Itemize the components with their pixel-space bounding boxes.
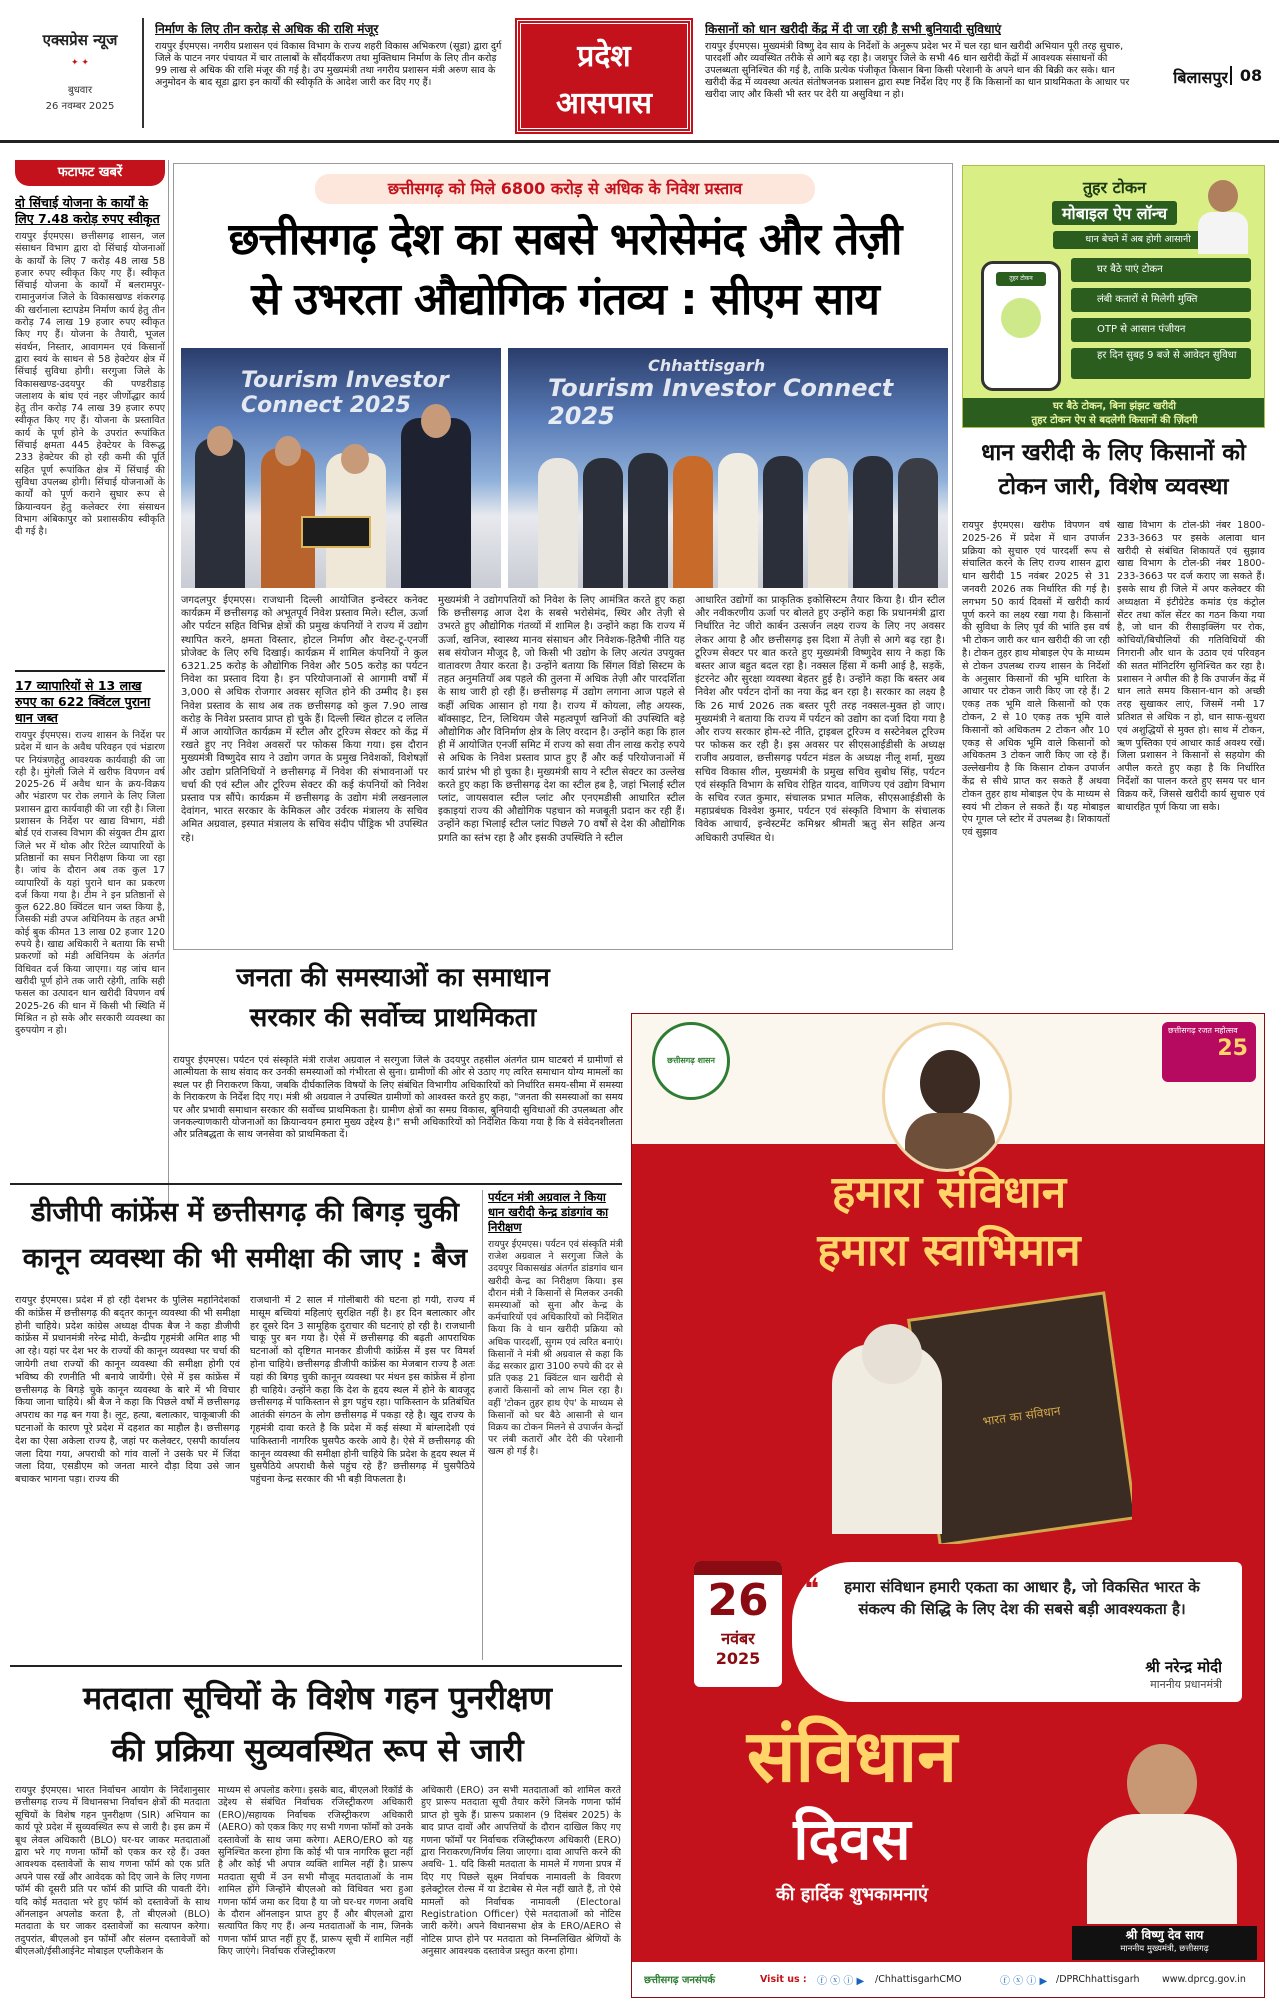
- voter-story-col1: रायपुर ईएमएस। भारत निर्वाचन आयोग के निर्देशानुसार छत्तीसगढ़ राज्य में विधानसभा निर्वाचन क्षेत्रों की मतदाता सूचियों के विशेष गहन पुनरीक्षण (SIR) अभियान का कार्य पूरे प्रदेश में सुव्यवस्थित रूप से जारी है। इस क्रम में बूथ लेवल अधिकारी (BLO) घर-घर जाकर मतदाताओं द्वारा भरे गए गणना फॉर्मों को एकत्र कर रहे हैं। उक्त आवश्यक दस्तावेजों के साथ गणना फॉर्म को एक प्रति अपने पास रखें और आवेदक को दिए जाने के लिए गणना फॉर्म की दूसरी प्रति पर फॉर्म की प्राप्ति की पावती देंगे। यदि कोई मतदाता भरे हुए फॉर्म को दस्तावेजों के साथ ऑनलाइन अपलोड करता है, तो बीएलओ (BLO) मतदाता के घर जाकर दस्तावेजों का सत्यापन करेगा। तदुपरांत, बीएलओ इन फॉर्मों और संलग्न दस्तावेजों को बीएलओ/ईसीआईनेट मोबाइल एप्लीकेशन के: [15, 1785, 210, 1958]
- voter-story-col3: अधिकारी (ERO) उन सभी मतदाताओं को शामिल करते हुए प्रारूप मतदाता सूची तैयार करेंगे जिनके गणना फॉर्म प्राप्त हो चुके हैं। प्रारूप प्रकाशन (9 दिसंबर 2025) के बाद प्राप्त दावों और आपत्तियों के दौरान दाखिल किए गए गणना फॉर्मों पर निर्वाचक रजिस्ट्रीकरण अधिकारी (ERO) द्वारा निराकरण/निर्णय लिया जाएगा। दावा आपत्ति करने की अवधि- 1. यदि किसी मतदाता के मामले में गणना प्रपत्र में दिए गए पिछले सूक्ष्म निर्वाचक नामावली के विवरण इलेक्ट्रोरल रोल्स में या डेटाबेस से मेल नहीं खाते हैं, तो ऐसे मामलों को निर्वाचक नामावली (Electoral Registration Officer) ऐसे मतदाताओं को नोटिस जारी करेंगे। अपने विधानसभा क्षेत्र के ERO/AERO से नोटिस प्राप्त होने पर मतदाता को निम्नलिखित श्रेणियों के अनुसार आवश्यक दस्तावेज प्रस्तुत करना होगा।: [421, 1785, 621, 1958]
- ad-headline-line2: हमारा स्वाभिमान: [817, 1225, 1081, 1276]
- janta-story-body: रायपुर ईएमएस। पर्यटन एवं संस्कृति मंत्री राजेश अग्रवाल ने सरगुजा जिले के उदयपुर तहसील अंतर्गत ग्राम घाटबर्रा में ग्रामीणों से आत्मीयता के साथ संवाद कर उनकी समस्याओं को गंभीरता से सुना। ग्रामीणों की ओर से उठाए गए त्वरित समाधान योग्य मामलों का स्थल पर ही निराकरण किया, जबकि दीर्घकालिक विषयों के लिए संबंधित विभागीय अधिकारियों को निर्धारित समय-सीमा में समस्या के निराकरण के निर्देश दिए गए। मंत्री श्री अग्रवाल ने उपस्थित ग्रामीणों को आश्वस्त करते हुए कहा, "जनता की समस्याओं का समय पर और प्रभावी समाधान सरकार की सर्वोच्च प्राथमिकता है। ग्रामीण क्षेत्रों का समग्र विकास, बुनियादी सुविधाओं की उपलब्धता और जनकल्याणकारी योजनाओं का क्रियान्वयन हमारा मुख्य उद्देश्य है।" सभी अधिकारियों को निर्देशित किया गया है कि वे संवेदनशीलता और प्रतिबद्धता के साथ जनसेवा को प्राथमिकता दें।: [173, 1055, 623, 1141]
- tuhar-feature: OTP से आसान पंजीयन: [1071, 318, 1251, 342]
- rajat-badge-text: छत्तीसगढ़ रजत महोत्सव: [1168, 1026, 1238, 1035]
- photo-person-head: [207, 426, 233, 456]
- tuhar-ad-footer: [963, 398, 1265, 428]
- janta-story-title: [173, 958, 613, 1050]
- pm-figure-head: [862, 1324, 922, 1384]
- brand-dots-icon: ✦ ✦: [71, 58, 89, 68]
- left-divider: [15, 670, 165, 672]
- tuhar-footer-line2: तुहर टोकन ऐप से बदलेगी किसानों की ज़िंदगी: [1031, 415, 1198, 426]
- voter-title-line1: मतदाता सूचियों के विशेष गहन पुनरीक्षण: [82, 1679, 553, 1717]
- tuhar-feature: लंबी कतारों से मिलेगी मुक्ति: [1071, 288, 1251, 312]
- paddy-seizure-story-title: 17 व्यापारियों से 13 लाख रुपए का 622 क्विंटल पुराना धान जब्त: [15, 678, 151, 725]
- date-card-day: 26: [707, 1575, 769, 1626]
- dgp-title-line2: कानून व्यवस्था की भी समीक्षा की जाए : बैज: [22, 1243, 468, 1274]
- pm-quote-box: [792, 1562, 1242, 1702]
- cm-photo: [1072, 1734, 1252, 1924]
- tuhar-feature: घर बैठे पाएं टोकन: [1071, 258, 1251, 282]
- token-story-col1: रायपुर ईएमएस। खरीफ विपणन वर्ष 2025-26 में प्रदेश में धान उपार्जन प्रक्रिया को सुचारु एवं पारदर्शी रूप से संचालित करने के लिए राज्य शासन द्वारा धान खरीदी 15 नवंबर 2025 से 31 जनवरी 2026 तक निर्धारित की गई है। लगभग 50 कार्य दिवसों में खरीदी कार्य पूर्ण करने का लक्ष्य रखा गया है। किसानों की सुविधा के लिए पूर्व की भांति इस वर्ष भी टोकन जारी कर धान खरीदी की जा रही है। टोकन तुहर हाथ मोबाइल ऐप के माध्यम से टोकन उपलब्ध राज्य शासन के निर्देशों के अनुसार किसानों की भूमि धारिता के आधार पर टोकन जारी किए जा रहे हैं। 2 एकड़ तक भूमि वाले किसानों को एक टोकन, 2 से 10 एकड़ तक भूमि वाले किसानों को अधिकतम 2 टोकन और 10 एकड़ से अधिक भूमि वाले किसानों को अधिकतम 3 टोकन जारी किए जा रहे हैं। उल्लेखनीय है कि किसान टोकन उपार्जन केंद्र से सीधे प्राप्त कर सकते हैं अथवा टोकन तुहर हाथ मोबाइल ऐप के माध्यम से स्वयं भी टोकन ले सकते हैं। यह मोबाइल ऐप गूगल प्ले स्टोर में उपलब्ध है। शिकायतों एवं सुझाव: [962, 520, 1110, 839]
- pm-quote-name: श्री नरेन्द्र मोदी: [1145, 1658, 1222, 1676]
- publication-date: 26 नवम्बर 2025: [45, 101, 115, 112]
- social-icons: ⓕ ⓧ ⓘ ▶: [1000, 1976, 1048, 1987]
- footer-visit-label: Visit us :: [760, 1974, 807, 1985]
- paddy-seizure-story-body: रायपुर ईएमएस। राज्य शासन के निर्देश पर प्रदेश में धान के अवैध परिवहन एवं भंडारण पर नियंत्रणहेतु आवश्यक कार्यवाही की जा रही है। मुंगेली जिले में खरीफ विपणन वर्ष 2025-26 में अवैध धान के क्रय-विक्रय और भंडारण पर रोक लगाने के लिए जिला प्रशासन द्वारा कार्यवाही की जा रही है। जिला प्रशासन के निर्देश पर खाद्य विभाग, मंडी बोर्ड एवं राजस्व विभाग की संयुक्त टीम द्वारा जिले भर में थोक और रिटेल व्यापारियों के प्रतिष्ठानों का सघन निरीक्षण किया जा रहा है। जांच के दौरान अब तक कुल 17 व्यापारियों के यहां पुराने धान का प्रकरण दर्ज किया गया है। टीम ने इन प्रतिष्ठानों से कुल 622.80 क्विंटल धान जब्त किया है, जिसकी मंडी उपज अधिनियम के तहत अभी कोई बुक कीमत 13 लाख 02 हजार 120 रुपये है। खाद्य अधिकारी ने बताया कि सभी प्रकरणों को मंडी अधिनियम के अंतर्गत विधिवत दर्ज किया जाएगा। यह जांच धान खरीदी पूर्ण होने तक जारी रहेगी, ताकि सही फसल का उत्पादन धान खरीदी विपणन वर्ष 2025-26 की धान में किसी भी स्थिति में मिश्रित न हो सके और सरकारी व्यवस्था का दुरुपयोग न हो।: [15, 730, 165, 1037]
- constitution-book-text: भारत का संविधान: [981, 1403, 1062, 1429]
- paddy-seizure-story: [15, 678, 165, 1218]
- photo-person: [583, 458, 623, 588]
- cm-name: श्री विष्णु देव साय: [1125, 1928, 1204, 1942]
- tuhar-ad-subtitle: धान बेचने में अब होगी आसानी: [1053, 231, 1223, 249]
- photo2-state-text: Chhattisgarh: [648, 356, 766, 375]
- cm-body: [1087, 1814, 1237, 1924]
- publication-day: बुधवार: [67, 85, 93, 96]
- portrait-head: [920, 1050, 980, 1116]
- publication-brand: एक्सप्रेस न्यूज: [42, 31, 118, 49]
- social-icons: ⓕ ⓧ ⓘ ▶: [817, 1976, 865, 1987]
- dgp-story-col2: राजधानी में 2 साल में गोलीबारी की घटना हो गयी, राज्य में मासूम बच्चियां महिलाएं सुरक्षित नहीं है। हर दिन बलात्कार और हर दूसरे दिन 3 सामूहिक दुराचार की घटनाएं हो रही है। राजधानी चाकू पुर बन गया है। ऐसे में छत्तीसगढ़ की बढ़ती आपराधिक घटनाओं को दृष्टिगत मानकर डीजीपी कांफ्रेंस में इस पर विमर्श होना चाहिये। छत्तीसगढ़ डीजीपी कांफ्रेंस का मेजबान राज्य है अतः यहां की बिगड़ चुकी कानून व्यवस्था पर मंथन इस कांफ्रेंस में होना ही चाहिये। उन्होंने कहा कि देश के हृदय स्थल में होने के बावजूद छत्तीसगढ़ में पाकिस्तान से ड्रग पहुंच रहा। पाकिस्तान के प्रतिबंधित आतंकी संगठन के लोग छत्तीसगढ़ में पकड़ा रहे है। खुद राज्य के गृहमंत्री दावा करते है कि प्रदेश में कई संस्था में बांग्लादेशी एवं पाकिस्तानी नागरिक घुसपैठ करके आये है। ऐसे में छत्तीसगढ़ की कानून व्यवस्था की समीक्षा होनी चाहिये कि प्रदेश के हृदय स्थल में घुसपैठिये अपराधी कैसे पहुंच रहे हैं? छत्तीसगढ़ में घुसपैठिये पहुंचना केन्द्र सरकार की भी बड़ी विफलता है।: [250, 1295, 475, 1486]
- irrigation-story-title: दो सिंचाई योजना के कार्यों के लिए 7.48 करोड़ रुपए स्वीकृत: [15, 195, 160, 226]
- section-title-line2: आसपास: [555, 86, 653, 121]
- date-card-year: 2025: [715, 1649, 761, 1668]
- dgp-story-title: [15, 1190, 475, 1290]
- agrawal-column-rule: [482, 1190, 483, 1660]
- photo-person: [853, 456, 893, 588]
- cm-role: माननीय मुख्यमंत्री, छत्तीसगढ़: [1120, 1944, 1209, 1954]
- pm-quote-role: माननीय प्रधानमंत्री: [1150, 1678, 1222, 1691]
- main-story-col3: आधारित उद्योगों का प्राकृतिक इकोसिस्टम तैयार किया है। ग्रीन स्टील और नवीकरणीय ऊर्जा पर बोलते हुए उन्होंने कहा कि प्रधानमंत्री द्वारा निर्धारित नेट जीरो कार्बन उत्सर्जन लक्ष्य राज्य के लिए नए अवसर लेकर आया है और छत्तीसगढ़ इस दिशा में तेज़ी से आगे बढ़ रहा है। टूरिज्म सेक्टर पर बात करते हुए मुख्यमंत्री विष्णुदेव साय ने कहा कि बस्तर आज बहुत बदल रहा है। नक्सल हिंसा में कमी आई है, सड़कें, इंटरनेट और सुरक्षा व्यवस्था बेहतर हुई है। उन्होंने कहा कि बस्तर अब निवेश और पर्यटन दोनों का नया केंद्र बन रहा है। सरकार का लक्ष्य है कि 26 मार्च 2026 तक बस्तर पूरी तरह नक्सल-मुक्त हो जाए। मुख्यमंत्री ने बताया कि राज्य में पर्यटन को उद्योग का दर्जा दिया गया है और राज्य सरकार होम-स्टे नीति, ट्राइबल टूरिज्म व सस्टेनेबल टूरिज्म पर फोकस कर रही है। इस अवसर पर सीएसआईडीसी के अध्यक्ष राजीव अग्रवाल, छत्तीसगढ़ पर्यटन मंडल के अध्यक्ष नीलू शर्मा, मुख्य सचिव विकास शील, मुख्यमंत्री के प्रमुख सचिव सुबोध सिंह, पर्यटन एवं संस्कृति विभाग के सचिव रोहित यादव, वाणिज्य एवं उद्योग विभाग के सचिव रजत कुमार, संचालक प्रभात मलिक, सीएसआईडीसी के महाप्रबंधक विश्वेश कुमार, पर्यटन एवं संस्कृति विभाग के संचालक विवेक आचार्य, इन्वेस्टमेंट कमिश्नर श्रीमती ऋतु सेन सहित अन्य अधिकारी उपस्थित थे।: [695, 595, 945, 844]
- photo-person: [673, 456, 713, 588]
- photo-person-head: [341, 444, 369, 474]
- token-story-title: धान खरीदी के लिए किसानों को टोकन जारी, विशेष व्यवस्था: [981, 440, 1246, 500]
- ad-headline: [642, 1164, 1256, 1280]
- main-headline-line2: से उभरता औद्योगिक गंतव्य : सीएम साय: [251, 274, 879, 325]
- top-right-story-body: रायपुर ईएमएस। मुख्यमंत्री विष्णु देव साय के निर्देशों के अनुरूप प्रदेश भर में चल रहा धान खरीदी अभियान पूरी तरह सुचारु, पारदर्शी और व्यवस्थित तरीके से आगे बढ़ रहा है। जशपुर जिले के सभी 46 धान खरीदी केंद्रों में आवश्यक संसाधनों की उपलब्धता सुनिश्चित की गई है, ताकि प्रत्येक पंजीकृत किसान बिना किसी परेशानी के अपने धान की बिक्री कर सके। धान खरीदी केंद्र में व्यवस्था अत्यंत संतोषजनक प्रशासन द्वारा स्पष्ट निर्देश दिए गए हैं कि किसानों का धान प्राथमिकता के आधार पर खरीदा जाए और किसी भी स्तर पर देरी या असुविधा न हो।: [705, 41, 1130, 100]
- photo-person: [808, 458, 848, 588]
- phone-app-label: तुहर टोकन: [996, 272, 1046, 286]
- masthead: [0, 0, 1279, 145]
- tuhar-footer-line1: घर बैठे टोकन, बिना झंझट खरीदी: [1053, 401, 1176, 412]
- janta-title-line1: जनता की समस्याओं का समाधान: [236, 963, 550, 993]
- ad-headline-line1: हमारा संविधान: [831, 1167, 1067, 1218]
- photo-person: [763, 456, 803, 588]
- cm-head: [1127, 1744, 1197, 1822]
- rajat-mahotsav-badge: [1162, 1022, 1256, 1082]
- photo-person: [718, 453, 758, 588]
- masthead-divider: [142, 18, 144, 128]
- photo-person: [628, 453, 668, 588]
- section-title-line1: प्रदेश: [577, 39, 631, 74]
- tuhar-ad-title2: मोबाइल ऐप लॉन्च: [1052, 201, 1177, 225]
- footer-cmo-handle: /ChhattisgarhCMO: [875, 1974, 962, 1985]
- divider-janta: [10, 1183, 622, 1185]
- top-left-story-body: रायपुर ईएमएस। नगरीय प्रशासन एवं विकास विभाग के राज्य शहरी विकास अभिकरण (सूडा) द्वारा दुर्ग जिले के पाटन नगर पंचायत में चार तालाबों के सौंदर्यीकरण तथा मुक्तिधाम निर्माण के लिए तीन करोड़ 99 लाख से अधिक की राशि मंजूर की गई है। उप मुख्यमंत्री तथा नगरीय प्रशासन मंत्री अरुण साव के अनुमोदन के बाद सूडा द्वारा इन कार्यों की स्वीकृति के आदेश जारी कर दिए गए हैं।: [155, 41, 502, 88]
- edition-city: बिलासपुर: [1173, 68, 1228, 87]
- janta-title-line2: सरकार की सर्वोच्च प्राथमिकता: [249, 1003, 537, 1033]
- top-left-story-title: निर्माण के लिए तीन करोड़ से अधिक की राशि मंजूर: [155, 22, 379, 36]
- ad-big-title1: संविधान: [746, 1714, 958, 1798]
- page-number: 08: [1230, 66, 1270, 85]
- govt-logo-text: छत्तीसगढ़ शासन: [667, 1056, 715, 1065]
- ad-footer-strip: [632, 1962, 1265, 1998]
- top-right-story-title: किसानों को धान खरीदी केंद्र में दी जा रही है सभी बुनियादी सुविधाएं: [705, 22, 1002, 36]
- event-photo-1: [181, 348, 501, 588]
- photo1-banner-text: Tourism Investor Connect 2025: [241, 368, 449, 418]
- voter-title-line2: की प्रक्रिया सुव्यवस्थित रूप से जारी: [111, 1731, 524, 1769]
- tuhar-feature: हर दिन सुबह 9 बजे से आवेदन सुविधा: [1071, 348, 1251, 379]
- ambedkar-portrait: [882, 1022, 1012, 1172]
- voter-story-col2: माध्यम से अपलोड करेगा। इसके बाद, बीएलओ रिकॉर्ड के उद्देश्य से संबंधित निर्वाचक रजिस्ट्रीकरण अधिकारी (ERO)/सहायक निर्वाचक रजिस्ट्रीकरण अधिकारी (AERO) को एकत्र किए गए सभी गणना फॉर्मों को उनके दस्तावेजों के साथ जमा करेगा। AERO/ERO को यह सुनिश्चित करना होगा कि कोई भी पात्र नागरिक छूटा नहीं है और कोई भी अपात्र व्यक्ति शामिल नहीं है। प्रारूप मतदाता सूची में उन सभी मौजूद मतदाताओं के नाम शामिल होंगे जिन्होंने बीएलओ को विधिवत भरा हुआ गणना फॉर्म जमा कर दिया है या जो घर-घर गणना अवधि के दौरान ऑनलाइन प्राप्त हुए हैं और बीएलओ द्वारा सत्यापित किए गए हैं। अन्य मतदाताओं के नाम, जिनके गणना फॉर्म प्राप्त नहीं हुए हैं, प्रारूप सूची में शामिल नहीं किए जाएंगे। निर्वाचक रजिस्ट्रीकरण: [218, 1785, 413, 1958]
- quote-open-icon: ❝: [804, 1572, 820, 1605]
- quick-news-badge: फटाफट खबरें: [15, 160, 165, 186]
- voter-story-title: [15, 1672, 620, 1780]
- farmer-illustration: [1188, 174, 1258, 254]
- agrawal-story-body: रायपुर ईएमएस। पर्यटन एवं संस्कृति मंत्री राजेश अग्रवाल ने सरगुजा जिले के उदयपुर विकासखंड अंतर्गत डांडगांव धान खरीदी केन्द्र का निरीक्षण किया। इस दौरान मंत्री ने किसानों से मिलकर उनकी समस्याओं को सुना और केन्द्र के कर्मचारियों एवं अधिकारियों को निर्देशित किया कि वे धान खरीदी प्रक्रिया को अधिक पारदर्शी, सुगम एवं त्वरित बनाएं। किसानों ने मंत्री श्री अग्रवाल से कहा कि केंद्र सरकार द्वारा 3100 रुपये की दर से प्रति एकड़ 21 क्विंटल धान खरीदी से हजारों किसानों को लाभ मिल रहा है। वहीं 'टोकन तुहर हाथ ऐप' के माध्यम से किसानों को घर बैठे आसानी से धान विक्रय का टोकन मिलने से उपार्जन केन्द्रों पर लंबी कतारों और देरी की परेशानी खत्म हो गई है।: [488, 1239, 623, 1458]
- cm-nameplate: [1072, 1926, 1257, 1960]
- farmer-head: [1208, 180, 1238, 212]
- photo2-banner-text: Tourism Investor Connect 2025: [548, 374, 894, 430]
- section-badge: [517, 20, 691, 132]
- agrawal-story: [488, 1190, 623, 1660]
- footer-website: www.dprcg.gov.in: [1162, 1974, 1246, 1985]
- agrawal-story-title: पर्यटन मंत्री अग्रवाल ने किया धान खरीदी केन्द्र डांडगांव का निरीक्षण: [488, 1190, 609, 1234]
- photo-person-head: [421, 404, 451, 438]
- photo-person: [538, 458, 578, 588]
- phone-illustration: [981, 261, 1061, 391]
- photo-person: [401, 418, 471, 588]
- masthead-bottom-rule: [0, 140, 1279, 143]
- top-left-story: [155, 20, 505, 130]
- token-story-col2: खाद्य विभाग के टोल-फ्री नंबर 1800-233-3663 पर इसके अलावा धान खरीदी से संबंधित शिकायतें एवं सुझाव खाद्य विभाग के टोल-फ्री नंबर 1800-233-3663 पर दर्ज कराए जा सकते हैं। इसके साथ ही जिले में अपर कलेक्टर की अध्यक्षता में इंटीग्रेटेड कमांड एंड कंट्रोल सेंटर तथा कॉल सेंटर का गठन किया गया है, जो धान की रीसाइक्लिंग पर रोक, कोचियों/बिचौलियों की गतिविधियों की निगरानी और धान के उठाव एवं परिवहन की सतत मॉनिटरिंग सुनिश्चित कर रहा है। प्रशासन ने अपील की है कि उपार्जन केंद्र में धान लाते समय किसान-धान को अच्छी तरह सुखाकर लाएं, जिसमें नमी 17 प्रतिशत से अधिक न हो, धान साफ-सुथरा एवं अशुद्धियों से मुक्त हो। साथ में टोकन, ऋण पुस्तिका एवं आधार कार्ड अवश्य रखें। जिला प्रशासन ने किसानों से सहयोग की अपील करते हुए कहा है कि निर्धारित निर्देशों का पालन करते हुए समय पर धान विक्रय करें, जिससे खरीदी कार्य सुचारु एवं बाधारहित पूर्ण किया जा सके।: [1117, 520, 1265, 813]
- main-story-headline: [180, 210, 950, 330]
- main-headline-line1: छत्तीसगढ़ देश का सबसे भरोसेमंद और तेज़ी: [228, 214, 902, 265]
- photo-person: [195, 438, 245, 588]
- footer-brand: छत्तीसगढ़ जनसंपर्क: [644, 1975, 716, 1986]
- date-card-calendar-icon: [694, 1561, 782, 1575]
- photo-person-head: [275, 436, 301, 466]
- main-story-col1: जगदलपुर ईएमएस। राजधानी दिल्ली आयोजित इन्वेस्टर कनेक्ट कार्यक्रम में छत्तीसगढ़ को अभूतपूर्व निवेश प्रस्ताव मिले। स्टील, ऊर्जा और पर्यटन सहित विभिन्न क्षेत्रों की प्रमुख कंपनियों ने राज्य में उद्योग स्थापित करने, क्षमता विस्तार, होटल निर्माण और वेस्ट-टू-एनर्जी प्रोजेक्ट के लिए रुचि दिखाई। कार्यक्रम में शामिल कंपनियों ने कुल 6321.25 करोड़ के औद्योगिक निवेश और 505 करोड़ का पर्यटन निवेश का प्रस्ताव दिया है। इन परियोजनाओं से आगामी वर्षों में 3,000 से अधिक रोजगार अवसर सृजित होने की उम्मीद है। इस निवेश प्रस्ताव के साथ अब तक छत्तीसगढ़ को कुल 7.90 लाख करोड़ के निवेश प्रस्ताव प्राप्त हो चुके हैं। दिल्ली स्थित होटल द ललित में आज आयोजित कार्यक्रम में स्टील और टूरिज्म सेक्टर को केंद्र में रखते हुए नए निवेश अवसरों पर फोकस किया गया। इस दौरान मुख्यमंत्री विष्णुदेव साय ने उद्योग जगत के प्रमुख निवेशकों, विशेषज्ञों और उद्योग प्रतिनिधियों ने छत्तीसगढ़ में निवेश की संभावनाओं पर चर्चा की एवं स्टील और टूरिज्म सेक्टर की कई कंपनियों को निवेश प्रस्ताव पत्र सौंपे। कार्यक्रम में छत्तीसगढ़ के उद्योग मंत्री लखनलाल देवांगन, भारत सरकार के केमिकल और उर्वरक मंत्रालय के सचिव अमित अग्रवाल, इस्पात मंत्रालय के सचिव संदीप पौंड्रिक भी उपस्थित रहे।: [181, 595, 428, 844]
- date-card: [692, 1559, 784, 1689]
- footer-dpr-handle: /DPRChhattisgarh: [1056, 1974, 1140, 1985]
- divider-dgp: [10, 1665, 622, 1667]
- govt-logo: [652, 1022, 730, 1100]
- date-card-month: नवंबर: [721, 1629, 755, 1648]
- samvidhan-diwas-ad: [631, 1013, 1265, 1998]
- main-story-col2: मुख्यमंत्री ने उद्योगपतियों को निवेश के लिए आमंत्रित करते हुए कहा कि छत्तीसगढ़ आज देश के सबसे भरोसेमंद, स्थिर और तेज़ी से उभरते हुए औद्योगिक गंतव्यों में शामिल है। उन्होंने कहा कि राज्य में ऊर्जा, खनिज, स्वास्थ्य मानव संसाधन और निवेशक-हितैषी नीति यह सब संयोजन मौजूद है, जो किसी भी उद्योग के लिए अत्यंत उपयुक्त वातावरण तैयार करता है। उन्होंने बताया कि सिंगल विंडो सिस्टम के तहत अनुमतियाँ अब पहले की तुलना में अधिक तेज़ी और पारदर्शिता के साथ जारी हो रही हैं। छत्तीसगढ़ में उद्योग लगाना आज पहले से कहीं अधिक आसान हो गया है। राज्य में कोयला, लौह अयस्क, बॉक्साइट, टिन, लिथियम जैसे महत्वपूर्ण खनिजों की उपस्थिति बड़े औद्योगिक और विनिर्माण क्षेत्र के लिए वरदान है। उन्होंने कहा कि हाल ही में आयोजित एनर्जी समिट में राज्य को सवा तीन लाख करोड़ रुपये से अधिक के निवेश प्रस्ताव प्राप्त हुए हैं और कई परियोजनाओं में कार्य प्रारंभ भी हो चुका है। मुख्यमंत्री साय ने स्टील सेक्टर का उल्लेख करते हुए कहा कि छत्तीसगढ़ देश का स्टील हब है, जहां भिलाई स्टील प्लांट, जायसवाल स्टील प्लांट और एनएमडीसी आधारित स्टील इकाइयां राज्य की औद्योगिक पहचान को मजबूती प्रदान कर रही हैं। उन्होंने कहा भिलाई स्टील प्लांट पिछले 70 वर्षों से देश की औद्योगिक प्रगति का स्तंभ रहा है और इसकी उपस्थिति ने स्टील: [438, 595, 685, 844]
- ad-big-title2: दिवस: [793, 1806, 911, 1872]
- irrigation-story-body: रायपुर ईएमएस। छत्तीसगढ़ शासन, जल संसाधन विभाग द्वारा दो सिंचाई योजनाओं के कार्यों के लिए 7 करोड़ 48 लाख 58 हजार रुपए स्वीकृत किए गए हैं। स्वीकृत सिंचाई योजना के कार्यों में बलरामपुर-रामानुजगंज जिले के विकासखण्ड शंकरगढ़ की खर्रानाला स्टापडेम निर्माण कार्य हेतु तीन करोड़ 74 लाख 19 हजार रुपए स्वीकृत किए गए हैं। योजना के तैयारी, भूजल संवर्धन, निस्तार, आवागमन एवं किसानों द्वारा स्वयं के साधन से 58 हेक्टेयर क्षेत्र में सिंचाई सुविधा होगी। सरगुजा जिले के विकासखण्ड-उदयपुर की पण्डरीडाड़ जलाशय के बांध एवं नहर जीर्णोद्धार कार्य हेतु तीन करोड़ 74 लाख 39 हजार रुपए स्वीकृत किए गए हैं। योजना के प्रस्तावित कार्य के पूर्ण होने के उपरांत रूपांकित सिंचाई क्षमता 445 हेक्टेयर के विरूद्ध 233 हेक्टेयर की हो रही कमी की पूर्ति सहित पूर्ण रूपांकित क्षेत्र में सिंचाई की सुविधा उपलब्ध होगी। सिंचाई योजनाओं के कार्यों को पूर्ण कराने सुघार रूप से क्रियान्वयन हेतु कलेक्टर रंगा संसाधन विभाग अंबिकापुर को प्रशासकीय स्वीकृति दी गई है।: [15, 231, 165, 538]
- tuhar-token-ad: [962, 165, 1265, 428]
- main-story-kicker: छत्तीसगढ़ को मिले 6800 करोड़ से अधिक के निवेश प्रस्ताव: [315, 174, 815, 204]
- pm-quote-text: हमारा संविधान हमारी एकता का आधार है, जो विकसित भारत के संकल्प की सिद्धि के लिए देश की सबसे बड़ी आवश्यकता है।: [844, 1578, 1200, 1618]
- pm-photo: [772, 1284, 1132, 1544]
- tuhar-ad-title1: तुहर टोकन: [1082, 178, 1147, 197]
- left-column-rule: [168, 160, 169, 1220]
- event-photo-2: [508, 348, 948, 588]
- photo-person: [898, 458, 938, 588]
- irrigation-story: [15, 195, 165, 665]
- dgp-story-col1: रायपुर ईएमएस। प्रदेश में हो रही देशभर के पुलिस महानिदेशकों की कांफ्रेंस में छत्तीसगढ़ की बद्तर कानून व्यवस्था की भी समीक्षा होनी चाहिये। प्रदेश कांग्रेस अध्यक्ष दीपक बैज ने कहा डीजीपी कांफ्रेंस में प्रधानमंत्री नरेन्द्र मोदी, केन्द्रीय गृहमंत्री अमित शाह भी आ रहे। यहां पर देश भर के राज्यों की कानून व्यवस्था पर चर्चा की जायेगी तथा राज्यों की कानून व्यवस्था की समीक्षा होगी एवं भविष्य की रणनीति भी बनाये जायेंगी। ऐसे में इस कांफ्रेंस में छत्तीसगढ़ के बिगड़े चुके कानून व्यवस्था के बारे में भी विचार किया जाना चाहिये। श्री बैज ने कहा कि पिछले वर्षों में छत्तीसगढ़ अपराध का गढ़ बन गया है। लूट, हत्या, बलात्कार, चाकूबाजी की घटनाओं के कारण पूरे प्रदेश में दहशत का माहौल है। छत्तीसगढ़ देश का ऐसा अकेला राज्य है, जहां पर कलेक्टर, एसपी कार्यालय जला दिया गया, अपराधी को गांव वालों ने उसके घर में जिंदा जला दिया, एसडीएम को जनता मारने दौड़ा दिया उसे जान बचाकर भागना पड़ा। राज्य की: [15, 1295, 240, 1486]
- app-icon: [1001, 298, 1041, 338]
- award-frame: [301, 516, 371, 548]
- rajat-badge-number: 25: [1217, 1036, 1248, 1061]
- farmer-body: [1198, 212, 1248, 254]
- tuhar-feature-list: [1071, 258, 1251, 379]
- top-right-story: [705, 20, 1135, 130]
- dgp-title-line1: डीजीपी कांफ्रेंस में छत्तीसगढ़ की बिगड़ चुकी: [30, 1197, 460, 1228]
- ad-wishes: की हार्दिक शुभकामनाएं: [775, 1884, 929, 1905]
